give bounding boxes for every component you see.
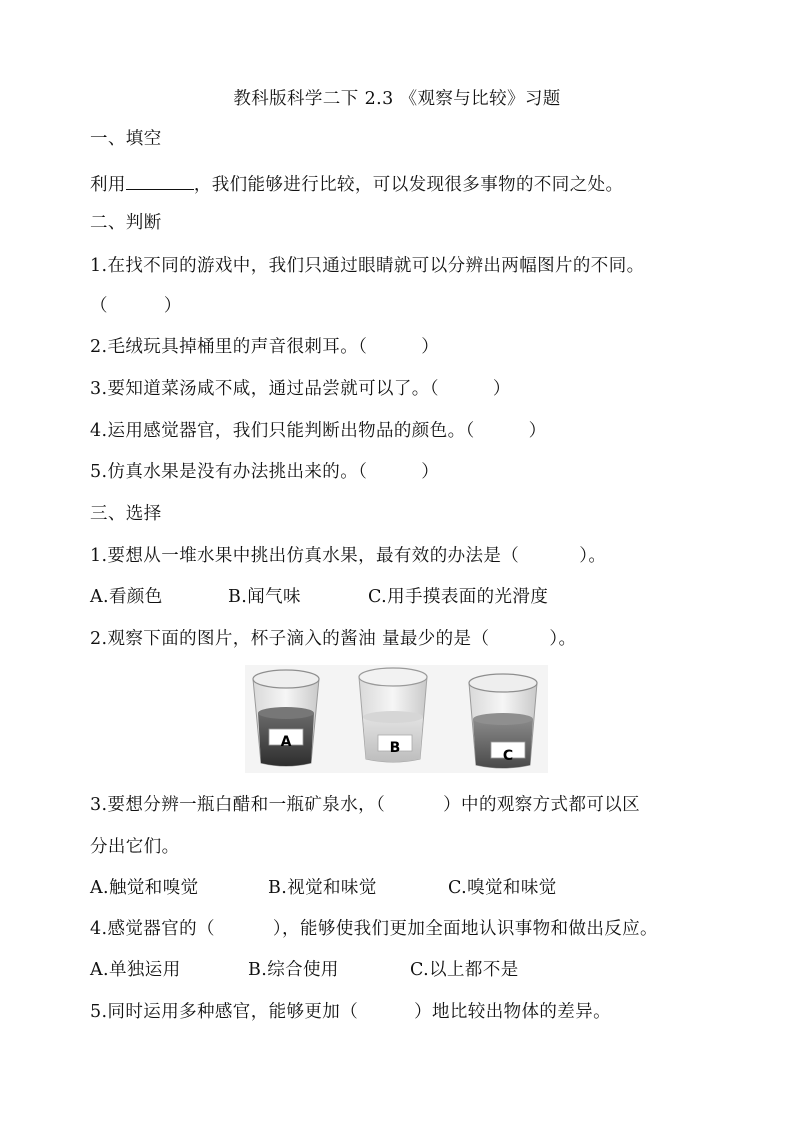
- judge-q5-text: 5.仿真水果是没有办法挑出来的。（: [90, 462, 368, 482]
- choice-q4-option-a[interactable]: A.单独运用: [90, 960, 181, 980]
- choice-q2-text: 2.观察下面的图片，杯子滴入的酱油 量最少的是（: [90, 629, 490, 649]
- choice-q3-line1-before: 3.要想分辨一瓶白醋和一瓶矿泉水，（: [90, 795, 386, 815]
- choice-q5-after: ）地比较出物体的差异。: [414, 1002, 612, 1022]
- section-heading-choice: 三、选择: [90, 504, 162, 524]
- fill-q1-before: 利用: [90, 175, 126, 195]
- choice-q1-close: ）。: [579, 546, 607, 566]
- three-cups-photo: [245, 665, 548, 773]
- choice-q4-before: 4.感觉器官的（: [90, 919, 215, 939]
- choice-q3-option-b[interactable]: B.视觉和味觉: [268, 878, 377, 898]
- judge-q4-text: 4.运用感觉器官，我们只能判断出物品的颜色。（: [90, 421, 475, 441]
- choice-question-3-line1: [90, 793, 640, 817]
- choice-question-5: [90, 1000, 611, 1024]
- judge-q5-close: ）: [421, 462, 440, 482]
- choice-q1-option-b[interactable]: B.闻气味: [228, 587, 301, 607]
- choice-question-2: [90, 627, 576, 651]
- judge-question-5: [90, 460, 439, 484]
- judge-q2-close: ）: [421, 337, 440, 357]
- section-heading-judge: 二、判断: [90, 213, 162, 233]
- choice-q2-close: ）。: [549, 629, 577, 649]
- choice-question-3-line2: 分出它们。: [90, 837, 180, 857]
- fill-q1-after: ，我们能够进行比较，可以发现很多事物的不同之处。: [193, 175, 624, 195]
- section-heading-fill: 一、填空: [90, 129, 162, 149]
- fill-q1-blank[interactable]: [126, 171, 194, 190]
- judge-q3-close: ）: [492, 379, 511, 399]
- choice-question-3-options: [90, 876, 557, 900]
- choice-q1-option-a[interactable]: A.看颜色: [90, 587, 163, 607]
- cup-label-b: B: [389, 740, 401, 756]
- judge-q4-close: ）: [528, 421, 547, 441]
- choice-q3-option-a[interactable]: A.触觉和嗅觉: [90, 878, 199, 898]
- choice-q4-option-b[interactable]: B.综合使用: [248, 960, 339, 980]
- choice-q5-before: 5.同时运用多种感官，能够更加（: [90, 1002, 359, 1022]
- choice-q3-option-c[interactable]: C.嗅觉和味觉: [448, 878, 557, 898]
- choice-question-1-options: [90, 585, 548, 609]
- judge-question-3: [90, 377, 511, 401]
- judge-q1-close-paren: ）: [163, 296, 182, 316]
- choice-q4-after: ），能够使我们更加全面地认识事物和做出反应。: [272, 919, 658, 939]
- judge-question-1-answer: [90, 294, 182, 318]
- cup-a: [253, 670, 319, 766]
- judge-q3-text: 3.要知道菜汤咸不咸，通过品尝就可以了。（: [90, 379, 439, 399]
- choice-q1-text: 1.要想从一堆水果中挑出仿真水果，最有效的办法是（: [90, 546, 520, 566]
- document-title: 教科版科学二下 2.3 《观察与比较》习题: [233, 89, 561, 109]
- judge-question-1-line1: 1.在找不同的游戏中，我们只通过眼睛就可以分辨出两幅图片的不同。: [90, 256, 645, 276]
- cup-label-c: C: [502, 748, 514, 764]
- choice-q4-option-c[interactable]: C.以上都不是: [410, 960, 519, 980]
- choice-question-4-options: [90, 958, 519, 982]
- judge-q1-open-paren: （: [90, 296, 108, 316]
- judge-question-2: [90, 335, 439, 359]
- choice-q1-option-c[interactable]: C.用手摸表面的光滑度: [368, 587, 549, 607]
- judge-q2-text: 2.毛绒玩具掉桶里的声音很刺耳。（: [90, 337, 368, 357]
- choice-question-1: [90, 544, 606, 568]
- choice-question-4: [90, 917, 658, 941]
- cup-label-a: A: [280, 734, 292, 750]
- choice-q3-line1-after: ）中的观察方式都可以区: [443, 795, 641, 815]
- judge-question-4: [90, 419, 547, 443]
- fill-question-1: [90, 171, 623, 197]
